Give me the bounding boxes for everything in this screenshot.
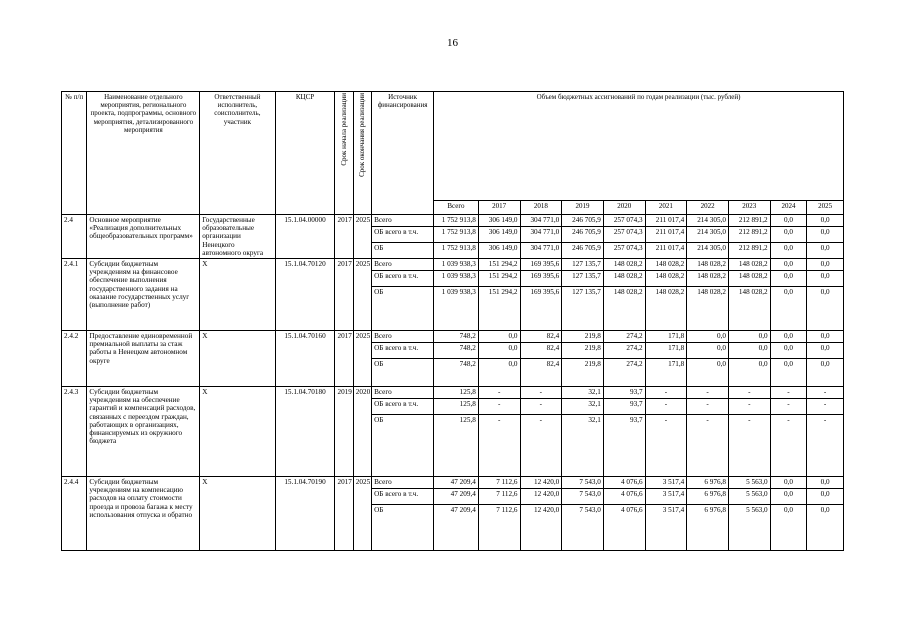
value-cell: 4 076,6 [603, 477, 645, 489]
value-cell: - [645, 387, 687, 399]
value-cell: 12 420,0 [520, 489, 562, 505]
row-number: 2.4.3 [62, 387, 87, 477]
value-cell: 0,0 [770, 271, 807, 287]
header-volume: Объем бюджетных ассигнований по годам реализации (тыс. рублей) [434, 92, 844, 201]
value-cell: 7 543,0 [562, 477, 604, 489]
row-responsible: Х [200, 387, 275, 477]
value-cell: 32,1 [562, 415, 604, 477]
value-cell: 0,0 [770, 215, 807, 227]
header-start [335, 92, 353, 215]
value-cell: - [728, 387, 770, 399]
value-cell: 306 149,0 [478, 243, 520, 259]
value-cell: 148 028,2 [687, 287, 729, 331]
value-cell: - [687, 387, 729, 399]
value-cell: 0,0 [728, 359, 770, 387]
value-cell: 257 074,3 [603, 243, 645, 259]
value-cell: 274,2 [603, 343, 645, 359]
value-cell: 82,4 [520, 359, 562, 387]
year-header: 2019 [562, 201, 604, 215]
row-number: 2.4.1 [62, 259, 87, 331]
row-start: 2017 [335, 331, 353, 387]
value-cell: - [728, 415, 770, 477]
row-kcsr: 15.1.04.70160 [275, 331, 335, 387]
value-cell: - [770, 415, 807, 477]
value-cell: - [687, 415, 729, 477]
row-number: 2.4.2 [62, 331, 87, 387]
value-cell: 0,0 [687, 331, 729, 343]
value-cell: 0,0 [770, 343, 807, 359]
value-cell: 219,8 [562, 359, 604, 387]
value-cell: 1 752 913,8 [434, 215, 479, 227]
value-cell: 1 039 938,3 [434, 259, 479, 271]
table-row [62, 477, 844, 489]
value-cell: 148 028,2 [728, 287, 770, 331]
value-cell: 257 074,3 [603, 227, 645, 243]
budget-table [61, 91, 844, 551]
value-cell: 32,1 [562, 387, 604, 399]
value-cell: 0,0 [807, 243, 844, 259]
table-row [62, 215, 844, 227]
row-kcsr: 15.1.04.70190 [275, 477, 335, 551]
value-cell: 274,2 [603, 331, 645, 343]
value-cell: 0,0 [478, 331, 520, 343]
header-end-text: Срок окончания реализации [358, 93, 367, 177]
value-cell: 306 149,0 [478, 215, 520, 227]
value-cell: 0,0 [807, 477, 844, 489]
value-cell: 148 028,2 [603, 259, 645, 271]
header-kcsr: КЦСР [275, 92, 335, 215]
value-cell: 171,8 [645, 331, 687, 343]
value-cell: 214 305,0 [687, 215, 729, 227]
value-cell: 0,0 [807, 359, 844, 387]
value-cell: 7 112,6 [478, 505, 520, 551]
value-cell: 212 891,2 [728, 215, 770, 227]
value-cell: 274,2 [603, 359, 645, 387]
row-responsible: Государственные образовательные организации Ненецкого автономного округа [200, 215, 275, 259]
value-cell: 0,0 [807, 343, 844, 359]
value-cell: 151 294,2 [478, 271, 520, 287]
row-source: ОБ [372, 505, 434, 551]
row-source: Всего [372, 387, 434, 399]
value-cell: 0,0 [770, 489, 807, 505]
value-cell: 3 517,4 [645, 505, 687, 551]
row-source: Всего [372, 259, 434, 271]
value-cell: 1 039 938,3 [434, 271, 479, 287]
value-cell: 0,0 [770, 243, 807, 259]
value-cell: 0,0 [770, 287, 807, 331]
value-cell: - [770, 399, 807, 415]
value-cell: - [478, 399, 520, 415]
value-cell: 171,8 [645, 359, 687, 387]
value-cell: 148 028,2 [645, 271, 687, 287]
value-cell: 214 305,0 [687, 243, 729, 259]
header-source: Источник финансирования [372, 92, 434, 215]
value-cell: 169 395,6 [520, 287, 562, 331]
row-source: ОБ всего в т.ч. [372, 227, 434, 243]
year-header: Всего [434, 201, 479, 215]
table-row [62, 387, 844, 399]
value-cell: - [478, 415, 520, 477]
value-cell: 148 028,2 [603, 287, 645, 331]
row-source: ОБ [372, 287, 434, 331]
year-header: 2025 [807, 201, 844, 215]
value-cell: 0,0 [770, 359, 807, 387]
value-cell: 257 074,3 [603, 215, 645, 227]
row-start: 2019 [335, 387, 353, 477]
year-header: 2020 [603, 201, 645, 215]
row-source: ОБ [372, 415, 434, 477]
value-cell: 148 028,2 [728, 271, 770, 287]
value-cell: 151 294,2 [478, 259, 520, 271]
value-cell: 0,0 [770, 505, 807, 551]
row-name: Предоставление единовременной премиальной выплаты за стаж работы в Ненецком автономном округе [87, 331, 200, 387]
value-cell: 6 976,8 [687, 489, 729, 505]
value-cell: - [770, 387, 807, 399]
value-cell: 5 563,0 [728, 489, 770, 505]
value-cell: 0,0 [770, 259, 807, 271]
value-cell: 93,7 [603, 399, 645, 415]
row-responsible: Х [200, 259, 275, 331]
value-cell: 4 076,6 [603, 505, 645, 551]
value-cell: 748,2 [434, 331, 479, 343]
value-cell: 246 705,9 [562, 215, 604, 227]
value-cell: 4 076,6 [603, 489, 645, 505]
header-responsible: Ответственный исполнитель, соисполнитель, участник [200, 92, 275, 215]
value-cell: 219,8 [562, 343, 604, 359]
header-end [353, 92, 371, 215]
value-cell: 211 017,4 [645, 215, 687, 227]
value-cell: 6 976,8 [687, 505, 729, 551]
value-cell: 0,0 [807, 489, 844, 505]
value-cell: 125,8 [434, 415, 479, 477]
row-name: Субсидии бюджетным учреждениям на компенсацию расходов на оплату стоимости проезда и провоза багажа к месту использования отпуска и обратно [87, 477, 200, 551]
row-end: 2025 [353, 477, 371, 551]
value-cell: 93,7 [603, 415, 645, 477]
row-start: 2017 [335, 259, 353, 331]
year-header: 2021 [645, 201, 687, 215]
value-cell: 7 112,6 [478, 489, 520, 505]
value-cell: 0,0 [687, 359, 729, 387]
row-end: 2025 [353, 331, 371, 387]
value-cell: 169 395,6 [520, 259, 562, 271]
value-cell: 0,0 [687, 343, 729, 359]
value-cell: 1 039 938,3 [434, 287, 479, 331]
year-header: 2023 [728, 201, 770, 215]
value-cell: 148 028,2 [728, 259, 770, 271]
value-cell: - [645, 399, 687, 415]
value-cell: 1 752 913,8 [434, 227, 479, 243]
row-number: 2.4.4 [62, 477, 87, 551]
header-row [62, 92, 844, 201]
value-cell: 148 028,2 [645, 287, 687, 331]
value-cell: 0,0 [770, 477, 807, 489]
value-cell: 246 705,9 [562, 243, 604, 259]
row-name: Основное мероприятие «Реализация дополнительных общеобразовательных программ» [87, 215, 200, 259]
value-cell: 32,1 [562, 399, 604, 415]
value-cell: - [520, 415, 562, 477]
value-cell: 171,8 [645, 343, 687, 359]
value-cell: 0,0 [807, 505, 844, 551]
value-cell: 0,0 [807, 215, 844, 227]
year-header: 2018 [520, 201, 562, 215]
value-cell: - [478, 387, 520, 399]
value-cell: - [807, 399, 844, 415]
table-row [62, 331, 844, 343]
header-name: Наименование отдельного мероприятия, регионального проекта, подпрограммы, основного мероприятия, детализированного мероприятия [87, 92, 200, 215]
row-number: 2.4 [62, 215, 87, 259]
value-cell: 212 891,2 [728, 227, 770, 243]
value-cell: 0,0 [770, 331, 807, 343]
value-cell: - [807, 387, 844, 399]
header-start-text: Срок начала реализации [340, 93, 349, 166]
value-cell: - [807, 415, 844, 477]
value-cell: 211 017,4 [645, 243, 687, 259]
value-cell: 47 209,4 [434, 489, 479, 505]
value-cell: 0,0 [478, 359, 520, 387]
year-header: 2022 [687, 201, 729, 215]
value-cell: 304 771,0 [520, 215, 562, 227]
row-end: 2025 [353, 215, 371, 259]
value-cell: 93,7 [603, 387, 645, 399]
value-cell: 82,4 [520, 343, 562, 359]
value-cell: 125,8 [434, 387, 479, 399]
row-end: 2025 [353, 259, 371, 331]
year-header: 2017 [478, 201, 520, 215]
value-cell: 148 028,2 [603, 271, 645, 287]
row-name: Субсидии бюджетным учреждениям на финансовое обеспечение выполнения государственного задания на оказание государственных услуг (выполнение работ) [87, 259, 200, 331]
value-cell: 127 135,7 [562, 287, 604, 331]
row-start: 2017 [335, 215, 353, 259]
value-cell: 148 028,2 [687, 271, 729, 287]
value-cell: 148 028,2 [687, 259, 729, 271]
row-source: ОБ [372, 359, 434, 387]
value-cell: - [728, 399, 770, 415]
value-cell: 7 112,6 [478, 477, 520, 489]
value-cell: 151 294,2 [478, 287, 520, 331]
value-cell: 148 028,2 [645, 259, 687, 271]
value-cell: 5 563,0 [728, 505, 770, 551]
row-responsible: Х [200, 331, 275, 387]
row-start: 2017 [335, 477, 353, 551]
row-source: Всего [372, 215, 434, 227]
value-cell: 7 543,0 [562, 489, 604, 505]
value-cell: 0,0 [807, 287, 844, 331]
value-cell: - [645, 415, 687, 477]
value-cell: 47 209,4 [434, 477, 479, 489]
value-cell: 3 517,4 [645, 477, 687, 489]
value-cell: - [520, 387, 562, 399]
value-cell: 219,8 [562, 331, 604, 343]
value-cell: 0,0 [807, 227, 844, 243]
value-cell: 12 420,0 [520, 505, 562, 551]
page-number: 16 [447, 37, 458, 49]
row-end: 2020 [353, 387, 371, 477]
table-row [62, 259, 844, 271]
value-cell: 12 420,0 [520, 477, 562, 489]
value-cell: 82,4 [520, 331, 562, 343]
value-cell: 169 395,6 [520, 271, 562, 287]
value-cell: 47 209,4 [434, 505, 479, 551]
value-cell: 125,8 [434, 399, 479, 415]
value-cell: 127 135,7 [562, 259, 604, 271]
row-source: ОБ всего в т.ч. [372, 399, 434, 415]
value-cell: 0,0 [807, 259, 844, 271]
value-cell: 211 017,4 [645, 227, 687, 243]
row-kcsr: 15.1.04.70180 [275, 387, 335, 477]
row-source: ОБ [372, 243, 434, 259]
row-source: ОБ всего в т.ч. [372, 343, 434, 359]
value-cell: - [520, 399, 562, 415]
row-source: ОБ всего в т.ч. [372, 489, 434, 505]
value-cell: 212 891,2 [728, 243, 770, 259]
row-responsible: Х [200, 477, 275, 551]
value-cell: 7 543,0 [562, 505, 604, 551]
value-cell: 1 752 913,8 [434, 243, 479, 259]
value-cell: 306 149,0 [478, 227, 520, 243]
value-cell: 246 705,9 [562, 227, 604, 243]
value-cell: - [687, 399, 729, 415]
value-cell: 3 517,4 [645, 489, 687, 505]
value-cell: 127 135,7 [562, 271, 604, 287]
row-name: Субсидии бюджетным учреждениям на обеспечение гарантий и компенсаций расходов, связанных с переездом граждан, работающих в организациях, финансируемых из окружного бюджета [87, 387, 200, 477]
row-source: Всего [372, 331, 434, 343]
value-cell: 214 305,0 [687, 227, 729, 243]
value-cell: 0,0 [770, 227, 807, 243]
value-cell: 304 771,0 [520, 243, 562, 259]
row-source: ОБ всего в т.ч. [372, 271, 434, 287]
header-num: № п/п [62, 92, 87, 215]
value-cell: 748,2 [434, 359, 479, 387]
value-cell: 0,0 [478, 343, 520, 359]
value-cell: 0,0 [728, 331, 770, 343]
value-cell: 6 976,8 [687, 477, 729, 489]
row-kcsr: 15.1.04.70120 [275, 259, 335, 331]
value-cell: 304 771,0 [520, 227, 562, 243]
row-kcsr: 15.1.04.00000 [275, 215, 335, 259]
year-header: 2024 [770, 201, 807, 215]
value-cell: 0,0 [728, 343, 770, 359]
value-cell: 0,0 [807, 271, 844, 287]
value-cell: 0,0 [807, 331, 844, 343]
row-source: Всего [372, 477, 434, 489]
value-cell: 5 563,0 [728, 477, 770, 489]
value-cell: 748,2 [434, 343, 479, 359]
